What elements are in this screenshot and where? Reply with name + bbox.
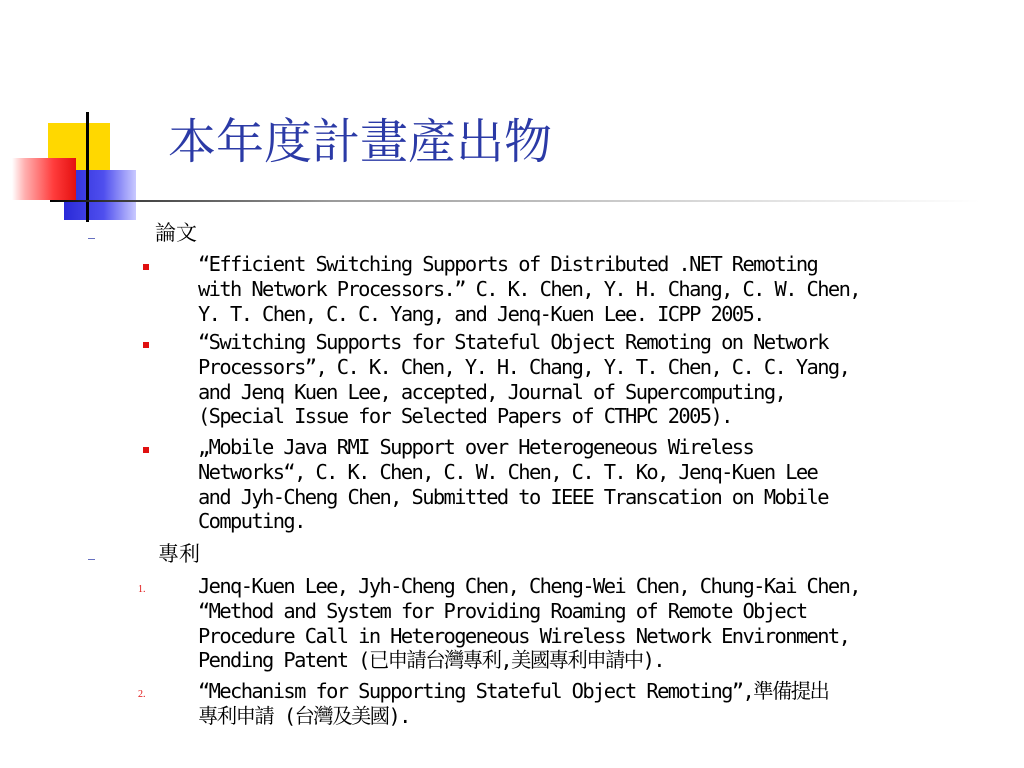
- bullet-square-icon: [143, 342, 149, 348]
- patent-item-line: Jenq-Kuen Lee, Jyh-Cheng Chen, Cheng-Wei Chen, Chung-Kai Chen,: [198, 574, 860, 598]
- bullet-square-icon: [143, 447, 149, 453]
- patent-number: 2.: [138, 689, 146, 700]
- paper-item-3: [198, 435, 998, 534]
- paper-item-line: Networks“, C. K. Chen, C. W. Chen, C. T. Ko, Jenq-Kuen Lee: [198, 459, 818, 484]
- patent-item-line: Procedure Call in Heterogeneous Wireless Network Environment,: [198, 623, 850, 648]
- patent-item-1: [198, 574, 998, 673]
- section-dash-icon: [88, 238, 95, 239]
- paper-item-line: „Mobile Java RMI Support over Heterogeneous Wireless: [198, 435, 754, 459]
- patent-item-line: “Mechanism for Supporting Stateful Object Remoting”,準備提出: [198, 679, 829, 703]
- paper-item-line: (Special Issue for Selected Papers of CTHPC 2005).: [198, 404, 732, 429]
- patent-number: 1.: [138, 584, 146, 595]
- paper-item-1: [198, 252, 998, 326]
- patent-item-line: “Method and System for Providing Roaming of Remote Object: [198, 598, 807, 623]
- patent-item-2: [198, 679, 998, 729]
- slide-title: 本年度計畫產出物: [168, 114, 553, 170]
- paper-item-line: Processors”, C. K. Chen, Y. H. Chang, Y. T. Chen, C. C. Yang,: [198, 354, 850, 379]
- patent-item-line: 專利申請 (台灣及美國).: [198, 703, 410, 728]
- section-heading-patents: 專利: [158, 542, 200, 566]
- paper-item-line: Computing.: [198, 509, 305, 534]
- section-heading-papers: 論文: [155, 221, 197, 245]
- patent-item-line: Pending Patent (已申請台灣專利,美國專利申請中).: [198, 648, 664, 673]
- paper-item-line: Y. T. Chen, C. C. Yang, and Jenq-Kuen Lee. ICPP 2005.: [198, 301, 764, 326]
- paper-item-line: with Network Processors.” C. K. Chen, Y. H. Chang, C. W. Chen,: [198, 276, 860, 301]
- section-dash-icon: [88, 559, 95, 560]
- paper-item-line: “Switching Supports for Stateful Object Remoting on Network: [198, 330, 828, 354]
- bullet-square-icon: [143, 264, 149, 270]
- paper-item-2: [198, 330, 998, 429]
- paper-item-line: and Jenq Kuen Lee, accepted, Journal of Supercomputing,: [198, 379, 786, 404]
- paper-item-line: and Jyh-Cheng Chen, Submitted to IEEE Transcation on Mobile: [198, 484, 828, 509]
- paper-item-line: “Efficient Switching Supports of Distributed .NET Remoting: [198, 252, 818, 276]
